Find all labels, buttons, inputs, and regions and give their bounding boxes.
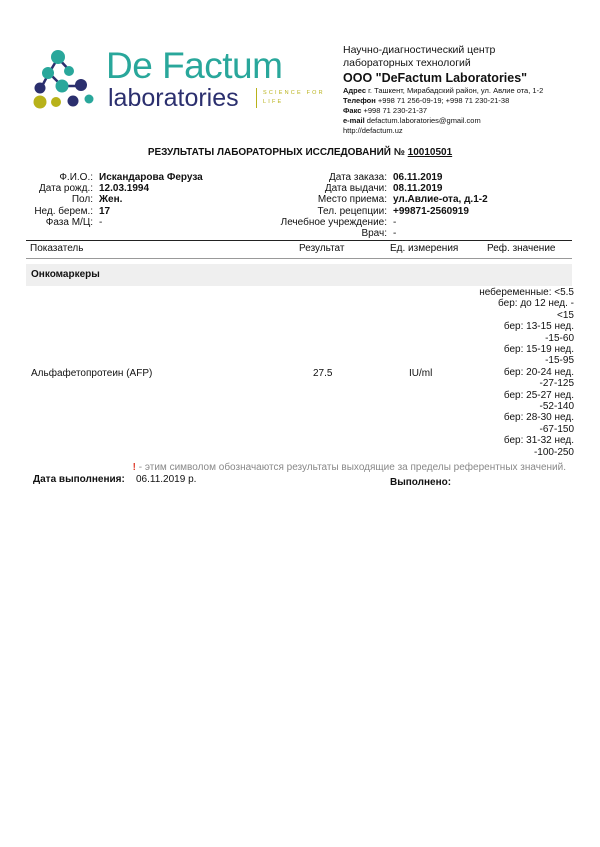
place-value: ул.Авлие-ота, д.1-2 bbox=[393, 194, 488, 205]
header-unit: Ед. измерения bbox=[390, 243, 459, 254]
ref-line: -15-95 bbox=[545, 355, 574, 367]
brand-slogan: SCIENCE FOR LIFE bbox=[263, 90, 325, 105]
clinic-value: - bbox=[393, 217, 397, 228]
ref-line: -52-140 bbox=[539, 401, 574, 413]
test-name: Альфафетопротеин (AFP) bbox=[31, 368, 153, 379]
center-info bbox=[343, 44, 593, 136]
pregnancy-week-value: 17 bbox=[99, 206, 111, 217]
order-date-label: Дата заказа: bbox=[328, 172, 387, 183]
reference-values bbox=[470, 287, 574, 458]
reception-phone-label: Тел. рецепции: bbox=[317, 206, 387, 217]
brand-name: De Factum bbox=[106, 45, 283, 86]
dob-value: 12.03.1994 bbox=[99, 183, 150, 194]
ref-line: бер: 25-27 нед. bbox=[503, 389, 574, 401]
website-line: http://defactum.uz bbox=[343, 126, 403, 135]
issue-date-label: Дата выдачи: bbox=[324, 183, 387, 194]
header-indicator: Показатель bbox=[30, 243, 84, 254]
place-label: Место приема: bbox=[317, 194, 387, 205]
sex-label: Пол: bbox=[71, 194, 93, 205]
ref-line: небеременные: <5.5 bbox=[479, 287, 574, 298]
completion-date-label: Дата выполнения: bbox=[33, 474, 125, 485]
report-number: 10010501 bbox=[407, 147, 453, 158]
doctor-value: - bbox=[393, 228, 397, 239]
ref-line: -67-150 bbox=[539, 423, 574, 435]
header-result: Результат bbox=[299, 243, 345, 254]
center-line-2: лабораторных технологий bbox=[343, 57, 471, 69]
email-line: e-mail defactum.laboratories@gmail.com bbox=[343, 116, 481, 125]
dob-label: Дата рожд.: bbox=[38, 183, 93, 194]
brand-divider bbox=[256, 88, 257, 108]
footnote: ! - этим символом обозначаются результаты выходящие за пределы референтных значений. bbox=[132, 462, 566, 473]
ref-line: -15-60 bbox=[545, 332, 574, 344]
clinic-label: Лечебное учреждение: bbox=[280, 217, 387, 228]
reception-phone-value: +99871-2560919 bbox=[393, 206, 469, 217]
completion-date-value: 06.11.2019 р. bbox=[136, 474, 197, 485]
pregnancy-week-label: Нед. берем.: bbox=[34, 206, 93, 217]
fio-label: Ф.И.О.: bbox=[59, 172, 93, 183]
section-title: Онкомаркеры bbox=[31, 269, 100, 280]
ref-line: бер: 28-30 нед. bbox=[503, 412, 574, 424]
ref-line: <15 bbox=[557, 309, 574, 321]
company-logo-icon bbox=[32, 48, 98, 110]
ref-line: -27-125 bbox=[539, 378, 574, 390]
ref-line: бер: до 12 нед. - bbox=[498, 298, 574, 310]
sex-value: Жен. bbox=[99, 194, 123, 205]
cycle-phase-label: Фаза М/Ц: bbox=[45, 217, 93, 228]
center-line-1: Научно-диагностический центр bbox=[343, 44, 496, 56]
ref-line: бер: 20-24 нед. bbox=[503, 366, 574, 378]
fax-line: Факс +998 71 230-21-37 bbox=[343, 106, 428, 115]
table-header-divider bbox=[26, 258, 572, 259]
ref-line: -100-250 bbox=[533, 446, 574, 458]
ref-line: бер: 31-32 нед. bbox=[503, 435, 574, 447]
phone-line: Телефон +998 71 256-09-19; +998 71 230-21-38 bbox=[343, 96, 510, 105]
ref-line: бер: 15-19 нед. bbox=[503, 344, 574, 356]
fio-value: Искандарова Феруза bbox=[99, 172, 203, 183]
out-of-range-mark-icon: ! bbox=[132, 462, 136, 473]
page-title: РЕЗУЛЬТАТЫ ЛАБОРАТОРНЫХ ИССЛЕДОВАНИЙ № 10010501 bbox=[147, 147, 453, 158]
order-date-value: 06.11.2019 bbox=[393, 172, 443, 183]
test-unit: IU/ml bbox=[409, 368, 433, 379]
performed-by-label: Выполнено: bbox=[390, 477, 452, 488]
test-result: 27.5 bbox=[313, 368, 333, 379]
brand-subtitle: laboratories bbox=[108, 84, 239, 112]
issue-date-value: 08.11.2019 bbox=[393, 183, 443, 194]
header-ref: Реф. значение bbox=[487, 243, 556, 254]
ref-line: бер: 13-15 нед. bbox=[503, 321, 574, 333]
cycle-phase-value: - bbox=[99, 217, 103, 228]
org-name: ООО "DeFactum Laboratories" bbox=[343, 71, 528, 85]
section-band bbox=[26, 264, 572, 286]
doctor-label: Врач: bbox=[361, 228, 387, 239]
address-line: Адрес г. Ташкент, Мирабадский район, ул. Авлие ота, 1-2 bbox=[343, 86, 544, 95]
table-top-divider bbox=[26, 240, 572, 241]
